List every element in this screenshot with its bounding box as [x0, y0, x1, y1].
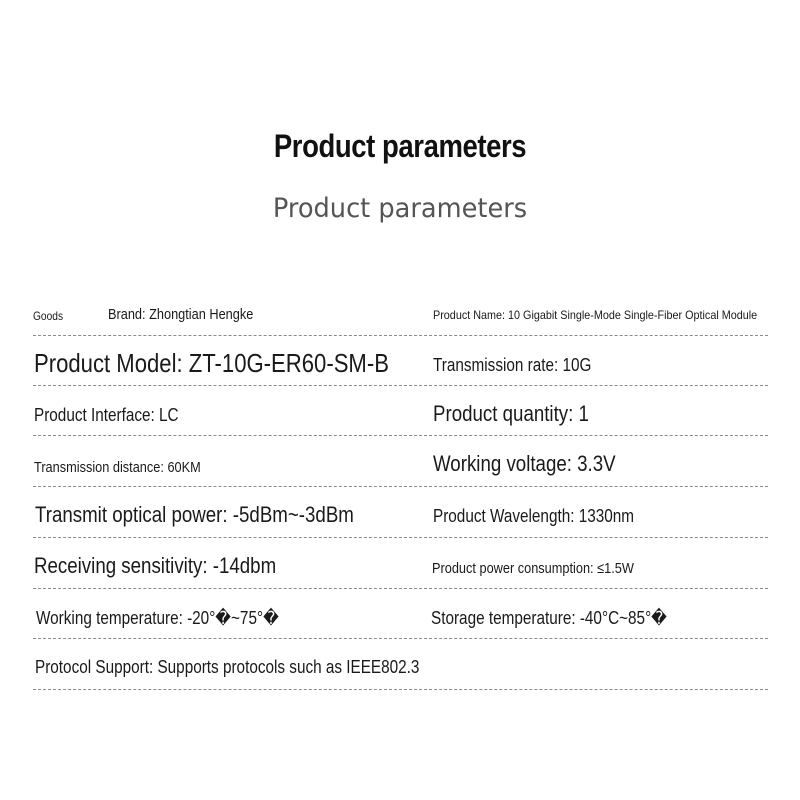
transmit-optical-power-value: Transmit optical power: -5dBm~-3dBm	[35, 502, 354, 527]
spec-row-protocol	[33, 638, 768, 690]
transmission-rate-value: Transmission rate: 10G	[433, 355, 592, 375]
product-quantity-value: Product quantity: 1	[433, 401, 589, 426]
product-model-value: Product Model: ZT-10G-ER60-SM-B	[34, 348, 389, 378]
protocol-support-value: Protocol Support: Supports protocols such as IEEE802.3	[35, 657, 420, 677]
page-subtitle: Product parameters	[272, 193, 528, 224]
brand-value: Brand: Zhongtian Hengke	[108, 306, 254, 323]
spec-row-model	[33, 335, 768, 386]
spec-row-goods	[33, 295, 768, 336]
working-voltage-value: Working voltage: 3.3V	[433, 451, 616, 476]
goods-label: Goods	[33, 309, 64, 323]
spec-row-temperature	[33, 588, 768, 639]
power-consumption-value: Product power consumption: ≤1.5W	[432, 560, 634, 577]
spec-row-sensitivity	[33, 537, 768, 589]
page-title: Product parameters	[273, 128, 527, 164]
receiving-sensitivity-value: Receiving sensitivity: -14dbm	[34, 553, 277, 578]
spec-row-distance	[33, 435, 768, 487]
working-temperature-value: Working temperature: -20°�~75°�	[36, 608, 279, 628]
product-name-value: Product Name: 10 Gigabit Single-Mode Single-Fiber Optical Module	[433, 308, 758, 322]
spec-row-interface	[33, 385, 768, 436]
product-interface-value: Product Interface: LC	[34, 405, 179, 425]
spec-row-optical-power	[33, 486, 768, 538]
storage-temperature-value: Storage temperature: -40°C~85°�	[431, 608, 667, 628]
transmission-distance-value: Transmission distance: 60KM	[34, 459, 201, 476]
product-wavelength-value: Product Wavelength: 1330nm	[433, 506, 635, 526]
